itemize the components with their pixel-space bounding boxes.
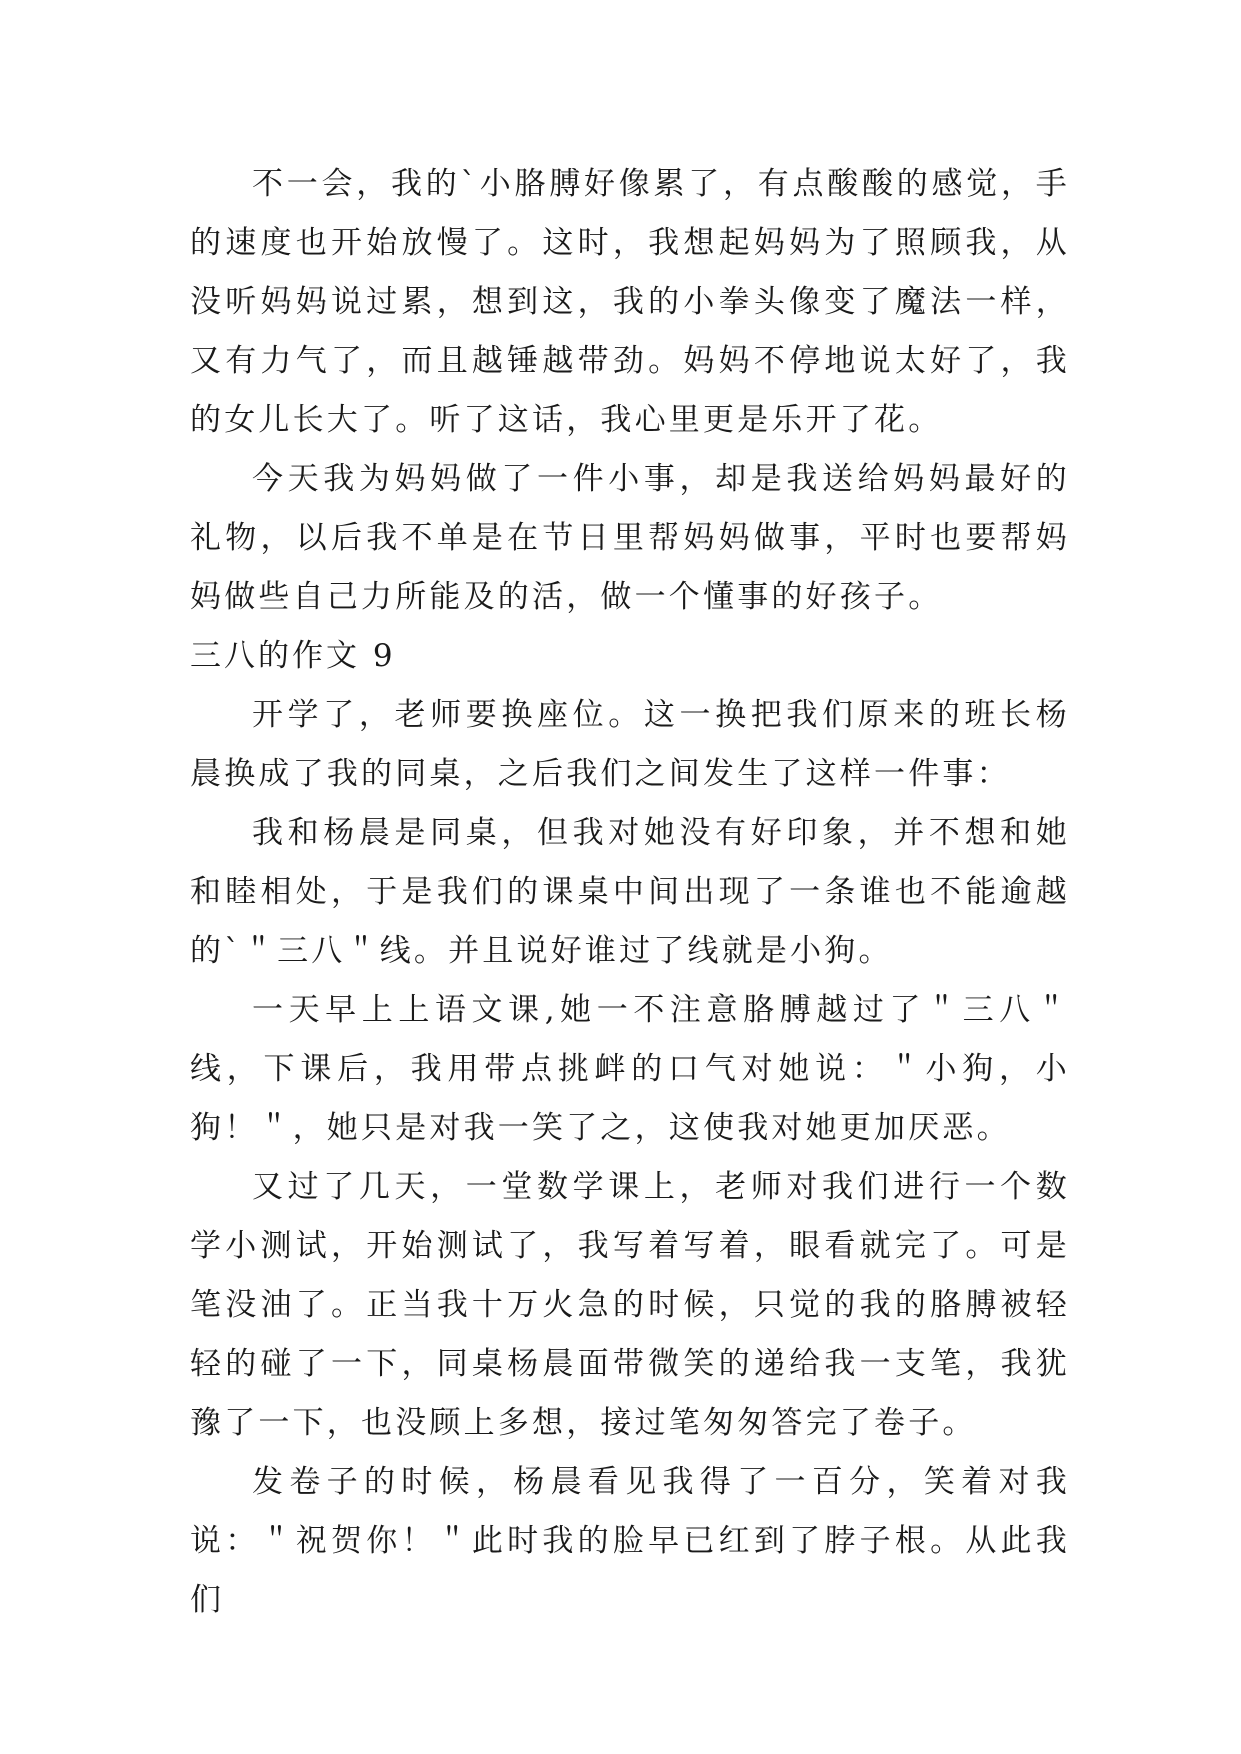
document-body [190, 155, 1070, 1630]
paragraph: 一天早上上语文课,她一不注意胳膊越过了＂三八＂线，下课后，我用带点挑衅的口气对她说：＂小狗，小狗！＂，她只是对我一笑了之，这使我对她更加厌恶。 [190, 992, 1070, 1146]
paragraph: 今天我为妈妈做了一件小事，却是我送给妈妈最好的礼物，以后我不单是在节日里帮妈妈做事，平时也要帮妈妈做些自己力所能及的活，做一个懂事的好孩子。 [190, 461, 1070, 615]
paragraph: 发卷子的时候，杨晨看见我得了一百分，笑着对我说：＂祝贺你！＂此时我的脸早已红到了脖子根。从此我们 [190, 1464, 1070, 1618]
paragraph: 不一会，我的`小胳膊好像累了，有点酸酸的感觉，手的速度也开始放慢了。这时，我想起妈妈为了照顾我，从没听妈妈说过累，想到这，我的小拳头像变了魔法一样，又有力气了，而且越锤越带劲。妈妈不停地说太好了，我的女儿长大了。听了这话，我心里更是乐开了花。 [190, 166, 1070, 438]
paragraph: 我和杨晨是同桌，但我对她没有好印象，并不想和她和睦相处，于是我们的课桌中间出现了一条谁也不能逾越的`＂三八＂线。并且说好谁过了线就是小狗。 [190, 815, 1070, 969]
paragraph: 又过了几天，一堂数学课上，老师对我们进行一个数学小测试，开始测试了，我写着写着，眼看就完了。可是笔没油了。正当我十万火急的时候，只觉的我的胳膊被轻轻的碰了一下，同桌杨晨面带微笑的递给我一支笔，我犹豫了一下，也没顾上多想，接过笔匆匆答完了卷子。 [190, 1169, 1070, 1441]
section-heading: 三八的作文 9 [190, 638, 396, 674]
paragraph: 开学了，老师要换座位。这一换把我们原来的班长杨晨换成了我的同桌，之后我们之间发生了这样一件事： [190, 697, 1070, 792]
